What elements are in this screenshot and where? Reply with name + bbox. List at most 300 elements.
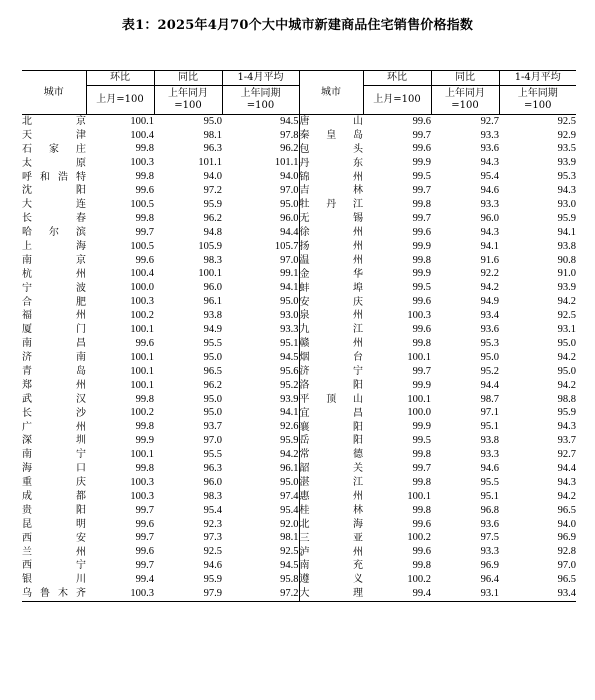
city-name-left: 上海 (22, 240, 86, 252)
avg-value-right: 95.3 (557, 171, 576, 183)
avg-value-left: 92.5 (280, 546, 299, 558)
mom-value-right: 100.2 (407, 574, 431, 586)
mom-value-right: 99.6 (412, 143, 431, 155)
table-row (22, 421, 576, 435)
yoy-value-left: 96.3 (203, 143, 222, 155)
yoy-value-left: 105.9 (198, 240, 222, 252)
city-name-right: 三亚 (299, 532, 363, 544)
city-name-right: 牡丹江 (299, 199, 363, 211)
avg-value-right: 93.8 (557, 240, 576, 252)
avg-value-left: 93.0 (280, 310, 299, 322)
avg-value-left: 95.0 (280, 476, 299, 488)
city-name-right: 韶关 (299, 463, 363, 475)
mom-value-left: 100.3 (130, 157, 154, 169)
mom-value-left: 99.7 (135, 532, 154, 544)
city-name-right: 岳阳 (299, 435, 363, 447)
mom-value-right: 99.9 (412, 157, 431, 169)
mom-value-right: 99.6 (412, 115, 431, 127)
mom-value-left: 99.8 (135, 393, 154, 405)
yoy-value-right: 94.6 (480, 185, 499, 197)
mom-value-right: 99.6 (412, 226, 431, 238)
avg-header: 1-4月平均 (222, 71, 299, 86)
yoy-value-right: 95.1 (480, 421, 499, 433)
city-name-right: 南充 (299, 560, 363, 572)
yoy-value-left: 95.9 (203, 574, 222, 586)
city-name-right: 湛江 (299, 477, 363, 489)
mom-value-right: 99.6 (412, 296, 431, 308)
city-name-left: 贵阳 (22, 504, 86, 516)
mom-value-left: 99.8 (135, 143, 154, 155)
yoy-value-right: 96.8 (480, 504, 499, 516)
city-name-left: 武汉 (22, 393, 86, 405)
mom-value-right: 100.1 (407, 393, 431, 405)
avg-value-left: 92.0 (280, 518, 299, 530)
table-row (22, 532, 576, 546)
mom-value-right: 99.8 (412, 560, 431, 572)
avg-header-right: 1-4月平均 (499, 71, 576, 86)
avg-value-left: 95.9 (280, 435, 299, 447)
avg-value-right: 98.8 (557, 393, 576, 405)
mom-value-right: 99.8 (412, 449, 431, 461)
avg-value-right: 93.5 (557, 143, 576, 155)
city-name-left: 呼和浩特 (22, 171, 86, 183)
yoy-value-right: 93.6 (480, 143, 499, 155)
mom-value-left: 100.3 (86, 587, 154, 601)
mom-value-left: 99.6 (135, 518, 154, 530)
mom-value-left: 99.6 (135, 185, 154, 197)
city-name-right: 常德 (299, 449, 363, 461)
mom-header-right: 环比 (363, 71, 431, 86)
avg-value-right: 92.9 (557, 129, 576, 141)
mom-value-left: 100.0 (130, 282, 154, 294)
city-name-left: 杭州 (22, 268, 86, 280)
mom-value-right: 99.7 (412, 212, 431, 224)
mom-value-left: 100.1 (130, 449, 154, 461)
mom-value-left: 100.2 (130, 310, 154, 322)
yoy-value-left: 94.9 (203, 324, 222, 336)
mom-value-right: 99.9 (412, 240, 431, 252)
avg-value-left: 96.2 (280, 143, 299, 155)
mom-value-left: 100.3 (130, 476, 154, 488)
avg-value-right: 94.0 (557, 518, 576, 530)
city-name-right: 徐州 (299, 227, 363, 239)
city-header-right: 城市 (299, 71, 363, 115)
city-name-right: 无锡 (299, 213, 363, 225)
mom-value-left: 99.9 (135, 435, 154, 447)
yoy-value-right: 95.4 (480, 171, 499, 183)
yoy-value-right: 95.0 (480, 351, 499, 363)
mom-base: 上月=100 (86, 86, 154, 115)
yoy-value-left: 94.6 (203, 560, 222, 572)
yoy-value-right: 94.2 (480, 282, 499, 294)
city-name-right: 丹东 (299, 157, 363, 169)
city-name-left: 深圳 (22, 435, 86, 447)
city-name-left: 西宁 (22, 560, 86, 572)
avg-value-right: 94.2 (557, 379, 576, 391)
yoy-value-right: 93.4 (480, 310, 499, 322)
table-row (22, 490, 576, 504)
yoy-value-right: 95.5 (480, 476, 499, 488)
yoy-value-right: 96.0 (480, 212, 499, 224)
yoy-value-left: 95.0 (203, 351, 222, 363)
avg-value-left: 94.1 (280, 282, 299, 294)
mom-value-left: 99.4 (135, 574, 154, 586)
yoy-value-left: 93.7 (203, 421, 222, 433)
mom-value-left: 99.6 (135, 546, 154, 558)
city-name-left: 厦门 (22, 324, 86, 336)
avg-value-left: 95.8 (280, 574, 299, 586)
table-row (22, 323, 576, 337)
avg-value-left: 94.5 (280, 115, 299, 127)
avg-value-right: 94.2 (557, 490, 576, 502)
avg-value-left: 105.7 (274, 240, 299, 252)
yoy-header: 同比 (154, 71, 222, 86)
city-name-right: 烟台 (299, 352, 363, 364)
table-row (22, 240, 576, 254)
table-row (22, 268, 576, 282)
city-name-right: 锦州 (299, 171, 363, 183)
mom-value-left: 99.6 (135, 254, 154, 266)
city-name-left: 南昌 (22, 338, 86, 350)
city-name-right: 平顶山 (299, 393, 363, 405)
mom-value-right: 100.0 (407, 407, 431, 419)
avg-value-right: 93.7 (557, 435, 576, 447)
yoy-value-right: 93.3 (480, 199, 499, 211)
city-name-left: 青岛 (22, 365, 86, 377)
yoy-value-right: 94.3 (480, 226, 499, 238)
city-name-right: 济宁 (299, 365, 363, 377)
table-header (22, 71, 576, 115)
avg-value-right: 93.4 (499, 587, 576, 601)
table-body (22, 115, 576, 602)
avg-value-left: 95.0 (280, 296, 299, 308)
avg-value-right: 93.9 (557, 282, 576, 294)
city-name-left: 南宁 (22, 449, 86, 461)
yoy-value-right: 94.3 (480, 157, 499, 169)
mom-value-left: 99.7 (135, 226, 154, 238)
city-name-left: 西安 (22, 532, 86, 544)
yoy-value-right: 93.3 (480, 546, 499, 558)
yoy-value-left: 95.5 (203, 337, 222, 349)
city-name-left: 兰州 (22, 546, 86, 558)
avg-value-left: 95.6 (280, 365, 299, 377)
avg-value-right: 95.0 (557, 337, 576, 349)
avg-value-right: 93.0 (557, 199, 576, 211)
yoy-value-right: 94.4 (480, 379, 499, 391)
mom-value-left: 100.1 (130, 115, 154, 127)
table-row (22, 462, 576, 476)
table-row (22, 518, 576, 532)
yoy-value-left: 96.3 (203, 462, 222, 474)
city-name-right: 桂林 (299, 504, 363, 516)
avg-value-left: 95.0 (280, 199, 299, 211)
city-name-right: 襄阳 (299, 421, 363, 433)
mom-value-left: 100.4 (130, 129, 154, 141)
mom-value-left: 100.3 (130, 490, 154, 502)
mom-value-left: 99.7 (135, 560, 154, 572)
city-name-right: 温州 (299, 254, 363, 266)
yoy-value-right: 94.1 (480, 240, 499, 252)
avg-value-left: 97.0 (280, 185, 299, 197)
avg-value-right: 91.0 (557, 268, 576, 280)
table-row (22, 254, 576, 268)
yoy-value-right: 92.7 (480, 115, 499, 127)
avg-value-left: 97.0 (280, 254, 299, 266)
avg-value-left: 94.0 (280, 171, 299, 183)
table-row (22, 226, 576, 240)
mom-value-right: 99.8 (412, 254, 431, 266)
mom-value-right: 99.7 (412, 365, 431, 377)
table-row (22, 337, 576, 351)
city-name-right: 扬州 (299, 240, 363, 252)
avg-value-left: 101.1 (274, 157, 299, 169)
avg-value-left: 95.1 (280, 337, 299, 349)
city-header: 城市 (22, 71, 86, 115)
mom-value-right: 100.1 (407, 351, 431, 363)
avg-value-right: 92.7 (557, 449, 576, 461)
yoy-value-left: 96.1 (203, 296, 222, 308)
avg-value-left: 95.2 (280, 379, 299, 391)
table-row (22, 282, 576, 296)
yoy-base-right: 上年同月 =100 (431, 86, 499, 115)
yoy-value-right: 93.3 (480, 449, 499, 461)
yoy-value-left: 96.2 (203, 212, 222, 224)
city-name-left: 天津 (22, 129, 86, 141)
table-row (22, 546, 576, 560)
city-name-left: 哈尔滨 (22, 227, 86, 239)
yoy-value-left: 96.0 (203, 476, 222, 488)
price-index-table (22, 70, 576, 602)
city-name-left: 石家庄 (22, 143, 86, 155)
city-name-left: 合肥 (22, 296, 86, 308)
avg-value-right: 94.3 (557, 421, 576, 433)
mom-value-right: 99.9 (412, 421, 431, 433)
mom-value-right: 99.7 (412, 129, 431, 141)
yoy-value-left: 97.2 (203, 185, 222, 197)
mom-value-left: 100.1 (130, 379, 154, 391)
mom-value-right: 99.5 (412, 282, 431, 294)
city-name-left: 昆明 (22, 518, 86, 530)
yoy-value-left: 95.0 (203, 407, 222, 419)
yoy-value-left: 94.8 (203, 226, 222, 238)
avg-value-right: 90.8 (557, 254, 576, 266)
avg-value-right: 95.0 (557, 365, 576, 377)
avg-value-left: 94.1 (280, 407, 299, 419)
avg-value-left: 98.1 (280, 532, 299, 544)
city-name-left: 大连 (22, 199, 86, 211)
table-row (22, 393, 576, 407)
city-name-left: 太原 (22, 157, 86, 169)
yoy-value-right: 98.7 (480, 393, 499, 405)
table-row (22, 171, 576, 185)
yoy-value-right: 92.2 (480, 268, 499, 280)
yoy-value-left: 95.0 (203, 115, 222, 127)
avg-value-right: 94.2 (557, 296, 576, 308)
table-row (22, 448, 576, 462)
table-row (22, 379, 576, 393)
mom-value-left: 99.8 (135, 421, 154, 433)
avg-value-right: 93.1 (557, 324, 576, 336)
table-row (22, 476, 576, 490)
yoy-value-left: 100.1 (198, 268, 222, 280)
mom-value-left: 99.6 (135, 337, 154, 349)
avg-value-left: 94.5 (280, 351, 299, 363)
yoy-base: 上年同月 =100 (154, 86, 222, 115)
yoy-value-right: 94.6 (480, 462, 499, 474)
avg-value-left: 93.3 (280, 324, 299, 336)
yoy-value-left: 97.0 (203, 435, 222, 447)
yoy-value-right: 96.9 (480, 560, 499, 572)
mom-value-right: 99.8 (412, 337, 431, 349)
avg-value-left: 96.0 (280, 212, 299, 224)
mom-value-right: 99.6 (412, 518, 431, 530)
city-name-right: 遵义 (299, 574, 363, 586)
yoy-value-left: 95.5 (203, 449, 222, 461)
mom-value-right: 99.8 (412, 476, 431, 488)
city-name-left: 银川 (22, 574, 86, 586)
yoy-value-left: 96.0 (203, 282, 222, 294)
mom-value-right: 99.5 (412, 171, 431, 183)
city-name-right: 惠州 (299, 490, 363, 502)
mom-value-right: 100.1 (407, 490, 431, 502)
city-name-left: 福州 (22, 310, 86, 322)
yoy-value-right: 96.4 (480, 574, 499, 586)
mom-value-right: 99.6 (412, 546, 431, 558)
avg-value-right: 94.1 (557, 226, 576, 238)
avg-value-right: 92.5 (557, 310, 576, 322)
yoy-value-left: 95.0 (203, 393, 222, 405)
yoy-value-left: 96.2 (203, 379, 222, 391)
mom-value-right: 99.4 (363, 587, 431, 601)
avg-base: 上年同期 =100 (222, 86, 299, 115)
yoy-value-right: 93.3 (480, 129, 499, 141)
avg-value-left: 99.1 (280, 268, 299, 280)
table-row (22, 365, 576, 379)
city-name-left: 长沙 (22, 407, 86, 419)
mom-value-left: 100.5 (130, 240, 154, 252)
city-name-right: 九江 (299, 324, 363, 336)
mom-value-right: 99.5 (412, 435, 431, 447)
yoy-value-right: 97.5 (480, 532, 499, 544)
mom-value-left: 99.8 (135, 171, 154, 183)
yoy-header-right: 同比 (431, 71, 499, 86)
avg-value-left: 94.4 (280, 226, 299, 238)
mom-value-left: 99.7 (135, 504, 154, 516)
avg-value-right: 94.3 (557, 476, 576, 488)
city-name-left: 沈阳 (22, 185, 86, 197)
mom-value-left: 100.5 (130, 199, 154, 211)
avg-value-right: 95.9 (557, 212, 576, 224)
yoy-value-left: 96.5 (203, 365, 222, 377)
city-name-right: 泉州 (299, 310, 363, 322)
avg-value-right: 97.0 (557, 560, 576, 572)
mom-header: 环比 (86, 71, 154, 86)
avg-base-right: 上年同期 =100 (499, 86, 576, 115)
yoy-value-right: 97.1 (480, 407, 499, 419)
yoy-value-left: 92.3 (203, 518, 222, 530)
avg-value-right: 92.5 (557, 115, 576, 127)
avg-value-left: 94.2 (280, 449, 299, 461)
city-name-left: 长春 (22, 213, 86, 225)
table-row (22, 143, 576, 157)
avg-value-left: 96.1 (280, 462, 299, 474)
city-name-left: 南京 (22, 254, 86, 266)
city-name-left: 济南 (22, 352, 86, 364)
table-row (22, 157, 576, 171)
yoy-value-left: 101.1 (198, 157, 222, 169)
avg-value-right: 95.9 (557, 407, 576, 419)
yoy-value-left: 98.1 (203, 129, 222, 141)
mom-value-left: 100.4 (130, 268, 154, 280)
yoy-value-right: 93.6 (480, 324, 499, 336)
table-row (22, 560, 576, 574)
city-name-left: 广州 (22, 421, 86, 433)
mom-value-right: 99.9 (412, 379, 431, 391)
yoy-value-left: 92.5 (203, 546, 222, 558)
avg-value-left: 95.4 (280, 504, 299, 516)
table-row (22, 504, 576, 518)
city-name-left: 重庆 (22, 477, 86, 489)
mom-value-right: 99.9 (412, 268, 431, 280)
city-name-right: 蚌埠 (299, 282, 363, 294)
city-name-right: 安庆 (299, 296, 363, 308)
mom-value-right: 100.3 (407, 310, 431, 322)
city-name-right: 唐山 (299, 115, 363, 127)
city-name-left: 北京 (22, 115, 86, 127)
city-name-left: 郑州 (22, 379, 86, 391)
yoy-value-right: 95.3 (480, 337, 499, 349)
mom-value-right: 99.6 (412, 324, 431, 336)
avg-value-right: 94.3 (557, 185, 576, 197)
avg-value-left: 94.5 (280, 560, 299, 572)
yoy-value-left: 98.3 (203, 490, 222, 502)
city-name-right: 北海 (299, 518, 363, 530)
yoy-value-left: 95.4 (203, 504, 222, 516)
city-name-left: 海口 (22, 463, 86, 475)
yoy-value-right: 95.1 (480, 490, 499, 502)
mom-value-right: 99.7 (412, 185, 431, 197)
city-name-right: 赣州 (299, 338, 363, 350)
yoy-value-left: 93.8 (203, 310, 222, 322)
yoy-value-right: 93.8 (480, 435, 499, 447)
mom-base-right: 上月=100 (363, 86, 431, 115)
avg-value-right: 96.9 (557, 532, 576, 544)
table-row (22, 115, 576, 129)
avg-value-right: 92.8 (557, 546, 576, 558)
city-name-right: 吉林 (299, 185, 363, 197)
city-name-left: 宁波 (22, 282, 86, 294)
table-row (22, 407, 576, 421)
avg-value-left: 97.2 (222, 587, 299, 601)
city-name-right: 秦皇岛 (299, 129, 363, 141)
table-row (22, 212, 576, 226)
yoy-value-left: 98.3 (203, 254, 222, 266)
table-row (22, 296, 576, 310)
city-name-right: 金华 (299, 268, 363, 280)
mom-value-left: 100.3 (130, 296, 154, 308)
avg-value-right: 94.2 (557, 351, 576, 363)
city-name-right: 宜昌 (299, 407, 363, 419)
mom-value-left: 100.1 (130, 324, 154, 336)
mom-value-left: 99.8 (135, 462, 154, 474)
city-name-left: 乌鲁木齐 (22, 587, 86, 601)
yoy-value-right: 94.9 (480, 296, 499, 308)
yoy-value-right: 93.6 (480, 518, 499, 530)
yoy-value-left: 97.9 (154, 587, 222, 601)
avg-value-right: 96.5 (557, 504, 576, 516)
avg-value-right: 94.4 (557, 462, 576, 474)
avg-value-right: 96.5 (557, 574, 576, 586)
